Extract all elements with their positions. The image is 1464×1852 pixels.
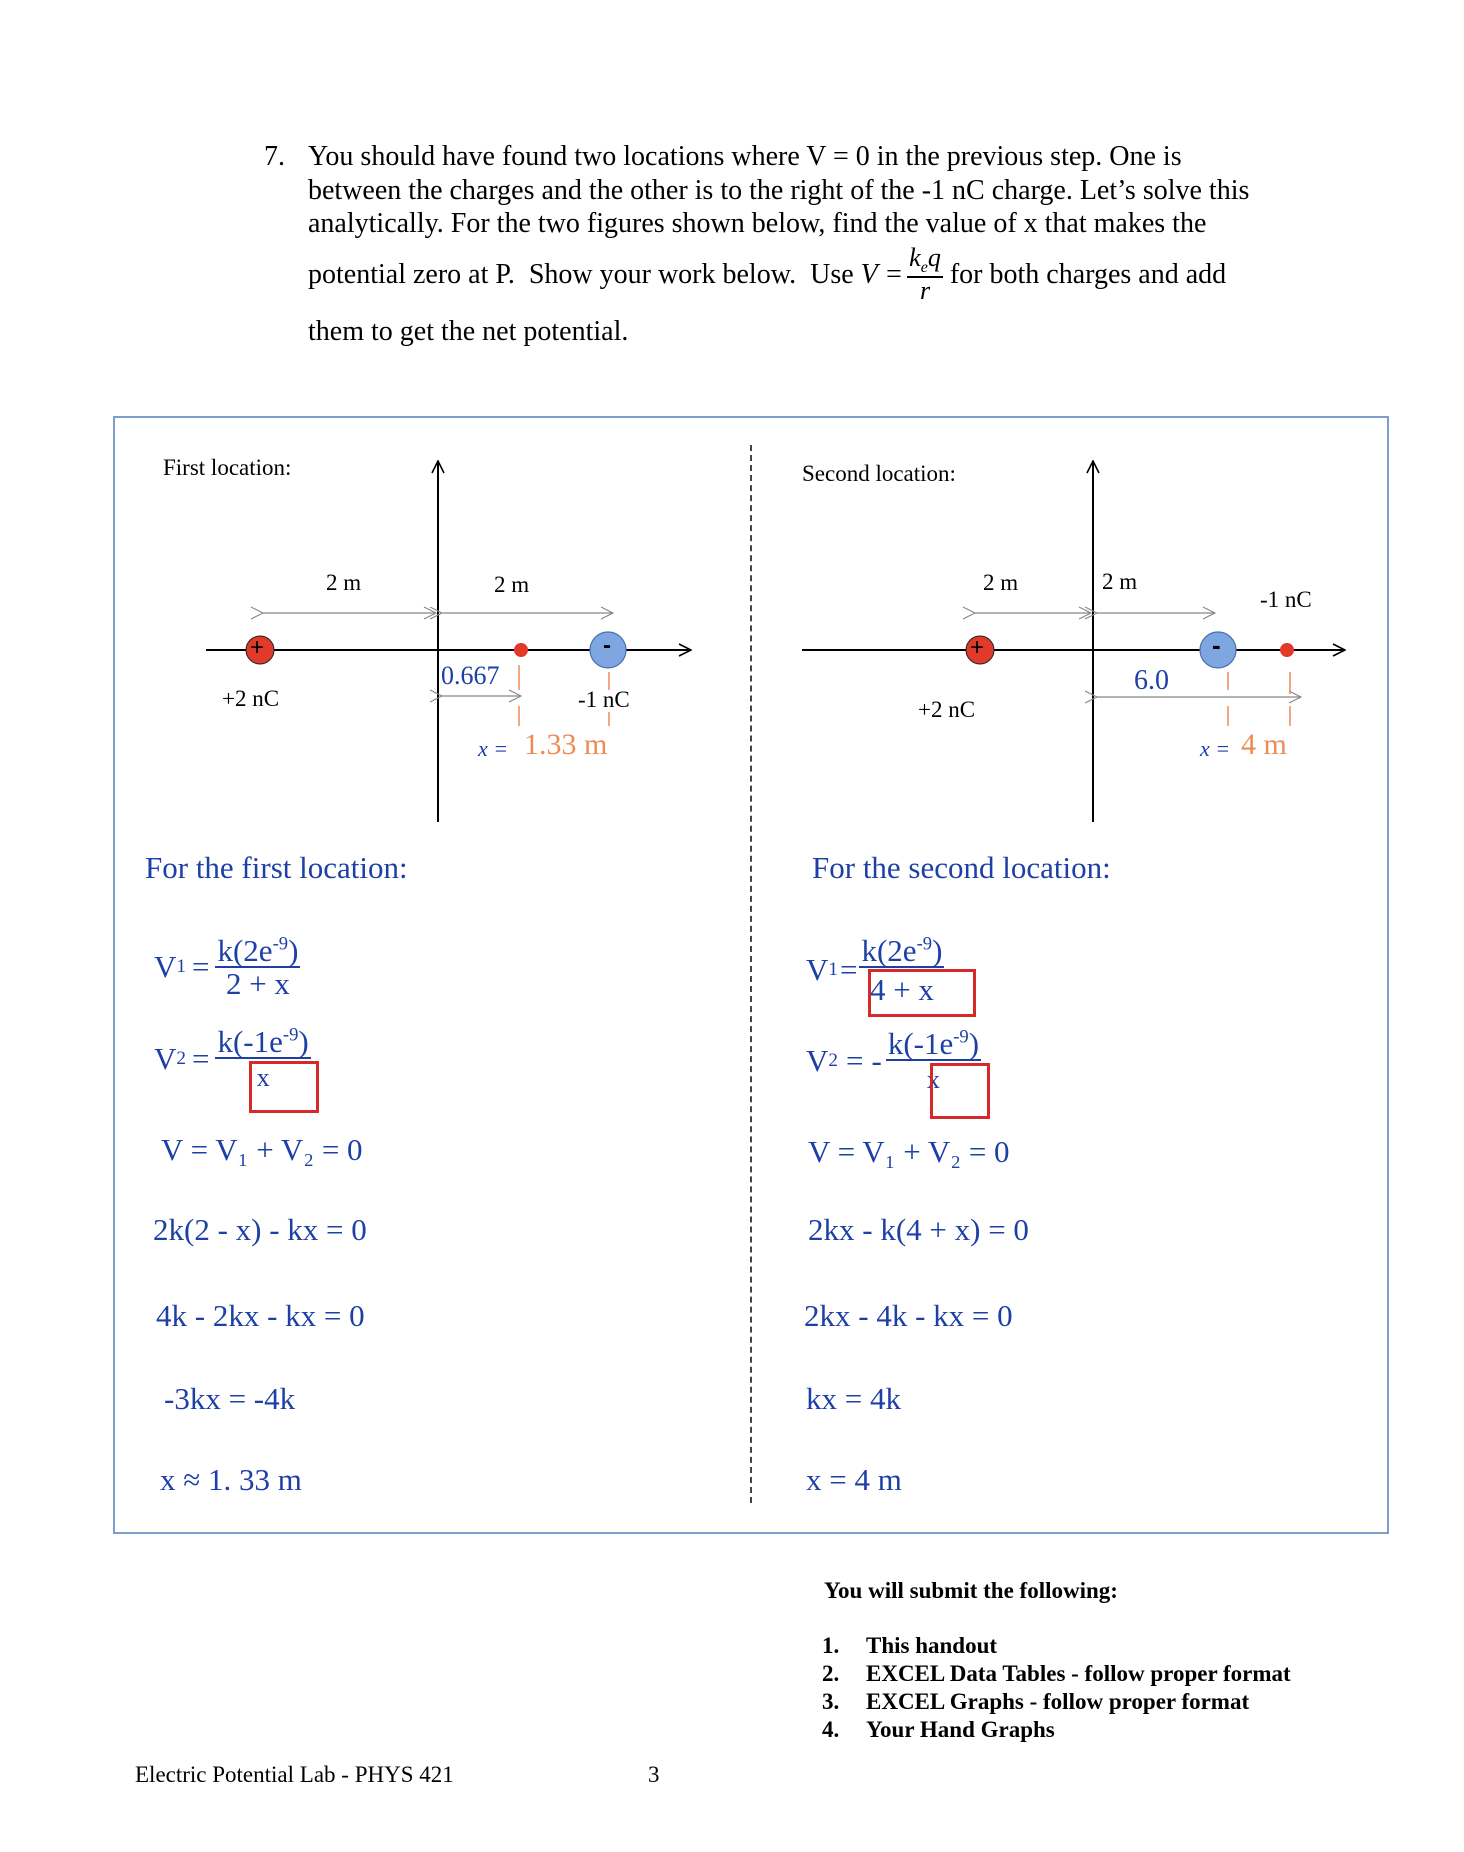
submit-item <box>822 1688 1291 1716</box>
second-point-p <box>1280 643 1294 657</box>
first-heading: For the first location: <box>145 850 408 885</box>
second-x-label: x = <box>1200 736 1231 761</box>
second-eq2-num: k(-1e <box>887 1026 954 1061</box>
second-eq2-exp: -9 <box>953 1026 969 1048</box>
first-eq2-num: k(-1e <box>217 1024 283 1059</box>
submit-heading: You will submit the following: <box>824 1578 1118 1603</box>
first-eq1-exp: -9 <box>272 933 289 955</box>
question-line-5: them to get the net potential. <box>308 316 629 347</box>
formula-q: q <box>927 243 941 272</box>
question-line-3: analytically. For the two figures shown below, find the value of x that makes the <box>308 208 1207 239</box>
page-number: 3 <box>648 1762 660 1787</box>
first-dist-right-label: 2 m <box>494 572 530 597</box>
first-eq2-v: V <box>154 1040 177 1076</box>
first-eq2: V 2 = $\frac{k(-1e^{-9})}{x}$ <box>154 1024 309 1092</box>
second-eq2-minus: - <box>871 1042 882 1078</box>
second-plus-symbol: + <box>970 634 985 661</box>
first-eq1-v: V <box>154 949 177 984</box>
first-eq1: V 1 = $\frac{k(2e^{-9})}{2 + x}$ <box>154 933 299 1001</box>
formula-e: e <box>920 259 928 277</box>
first-eq4: 2k(2 - x) - kx = 0 <box>153 1212 367 1247</box>
submit-item <box>822 1632 1291 1660</box>
first-eq6: -3kx = -4k <box>164 1381 296 1416</box>
first-eq2-sub: 2 <box>176 1047 186 1069</box>
first-eq5: 4k - 2kx - kx = 0 <box>156 1298 365 1333</box>
second-heading: For the second location: <box>812 850 1111 885</box>
formula-r: r <box>907 276 943 304</box>
second-eq4: 2kx - k(4 + x) = 0 <box>808 1212 1029 1247</box>
second-x-value: 4 m <box>1241 728 1287 761</box>
second-eq5: 2kx - 4k - kx = 0 <box>804 1298 1013 1333</box>
submit-item-num: 3. <box>822 1689 840 1714</box>
submit-list <box>822 1632 1291 1744</box>
first-dist-left-label: 2 m <box>326 570 362 595</box>
submit-item <box>822 1660 1291 1688</box>
second-eq2: V 2 = - $\frac{k(-1e^{-9})}{x}$ <box>806 1026 980 1094</box>
second-eq1: V 1 = $\frac{k(2e^{-9})}{4 + x}$ <box>806 933 943 1007</box>
first-eq1-num: k(2e <box>217 933 273 968</box>
second-eq1-sub: 1 <box>828 959 838 980</box>
submit-item-text: EXCEL Graphs - follow proper format <box>866 1689 1250 1714</box>
question-text-pre: potential zero at P. Show your work below. Use <box>308 258 861 290</box>
second-eq6: kx = 4k <box>806 1381 901 1416</box>
first-measure-value: 0.667 <box>441 661 500 690</box>
first-minus-symbol: - <box>603 632 611 659</box>
second-pos-charge-label: +2 nC <box>918 697 976 722</box>
second-dist-left-label: 2 m <box>983 570 1019 595</box>
first-x-value: 1.33 m <box>524 728 608 761</box>
first-eq2-den: x <box>215 1057 310 1091</box>
question-text-post: for both charges and add <box>942 258 1227 290</box>
second-neg-charge-label: -1 nC <box>1260 587 1312 612</box>
first-pos-charge-label: +2 nC <box>222 686 280 711</box>
second-eq1-num: k(2e <box>861 933 917 968</box>
formula-lhs: V = <box>860 258 904 290</box>
second-eq1-exp: -9 <box>916 933 933 955</box>
second-minus-symbol: - <box>1212 630 1221 660</box>
footer-title: Electric Potential Lab - PHYS 421 <box>135 1762 454 1787</box>
submit-item-num: 2. <box>822 1661 840 1686</box>
first-eq2-highlight-box <box>249 1061 319 1113</box>
second-eq2-den: x <box>886 1059 981 1093</box>
second-eq1-v: V <box>806 952 829 987</box>
second-eq1-close: ) <box>932 933 943 968</box>
second-eq7: x = 4 m <box>806 1462 902 1497</box>
submit-item <box>822 1716 1291 1744</box>
submit-item-text: Your Hand Graphs <box>866 1717 1055 1742</box>
first-x-label: x = <box>478 736 509 761</box>
first-eq1-close: ) <box>288 933 299 968</box>
second-measure-value: 6.0 <box>1134 665 1169 696</box>
first-plus-symbol: + <box>250 634 265 661</box>
first-eq1-fraction <box>215 935 300 999</box>
formula-k: k <box>909 243 921 272</box>
first-eq2-exp: -9 <box>282 1024 299 1046</box>
question-number: 7. <box>264 141 285 172</box>
second-dist-right-label: 2 m <box>1102 569 1138 594</box>
first-eq1-den: 2 + x <box>215 966 300 999</box>
second-eq3: V = V₁ + V₂ = 0 <box>808 1134 1010 1169</box>
second-eq2-sub: 2 <box>828 1049 838 1071</box>
question-line-2: between the charges and the other is to the right of the -1 nC charge. Let’s solve this <box>308 175 1250 206</box>
first-location-title: First location: <box>163 455 292 480</box>
first-eq2-close: ) <box>298 1024 309 1059</box>
second-eq2-v: V <box>806 1042 829 1078</box>
first-neg-charge-label: -1 nC <box>578 687 630 712</box>
first-eq7: x ≈ 1. 33 m <box>160 1462 302 1497</box>
submit-item-num: 4. <box>822 1717 840 1742</box>
first-point-p <box>514 643 528 657</box>
second-eq1-den: 4 + x <box>859 966 944 1005</box>
second-eq1-highlight-box <box>868 969 976 1017</box>
second-location-title: Second location: <box>802 461 956 486</box>
second-eq2-close: ) <box>968 1026 980 1061</box>
second-eq2-highlight-box <box>930 1063 990 1119</box>
submit-item-text: This handout <box>866 1633 998 1658</box>
submit-item-text: EXCEL Data Tables - follow proper format <box>866 1661 1291 1686</box>
submit-item-num: 1. <box>822 1633 840 1658</box>
question-line-1: You should have found two locations where V = 0 in the previous step. One is <box>308 141 1182 172</box>
first-eq3: V = V₁ + V₂ = 0 <box>161 1132 363 1167</box>
first-eq1-sub: 1 <box>176 956 186 977</box>
